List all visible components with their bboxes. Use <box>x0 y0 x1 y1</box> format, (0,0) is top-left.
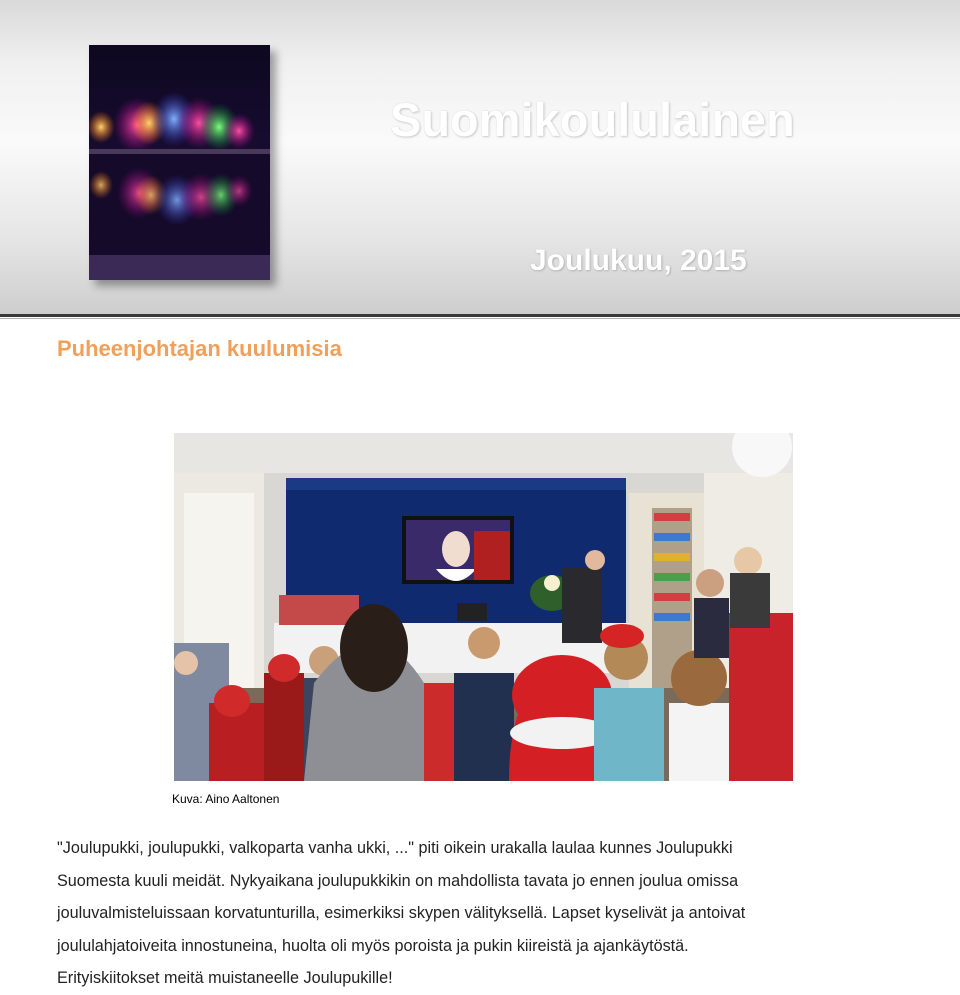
article-line: joululahjatoiveita innostuneina, huolta oli myös poroista ja pukin kiireistä ja ajankäytöstä. <box>57 936 689 955</box>
article-body <box>57 832 917 995</box>
article-line: Erityiskiitokset meitä muistaneelle Joulupukille! <box>57 969 393 987</box>
newsletter-title: Suomikoululainen <box>390 93 795 146</box>
header-divider <box>0 314 960 317</box>
cover-image-christmas-lights <box>89 45 270 280</box>
header-divider-thin <box>0 318 960 319</box>
article-line: Suomesta kuuli meidät. Nykyaikana joulupukkikin on mahdollista tavata jo ennen joulua omissa <box>57 871 739 890</box>
issue-date: Joulukuu, 2015 <box>530 244 747 277</box>
article-line: "Joulupukki, joulupukki, valkoparta vanha ukki, ..." piti oikein urakalla laulaa kunnes Joulupukki <box>57 839 733 857</box>
photo-caption: Kuva: Aino Aaltonen <box>172 792 280 806</box>
photo-children-skype-santa <box>174 433 793 781</box>
article-line: jouluvalmisteluissaan korvatunturilla, esimerkiksi skypen välityksellä. Lapset kyselivät ja antoivat <box>57 904 746 922</box>
section-heading: Puheenjohtajan kuulumisia <box>57 336 342 361</box>
